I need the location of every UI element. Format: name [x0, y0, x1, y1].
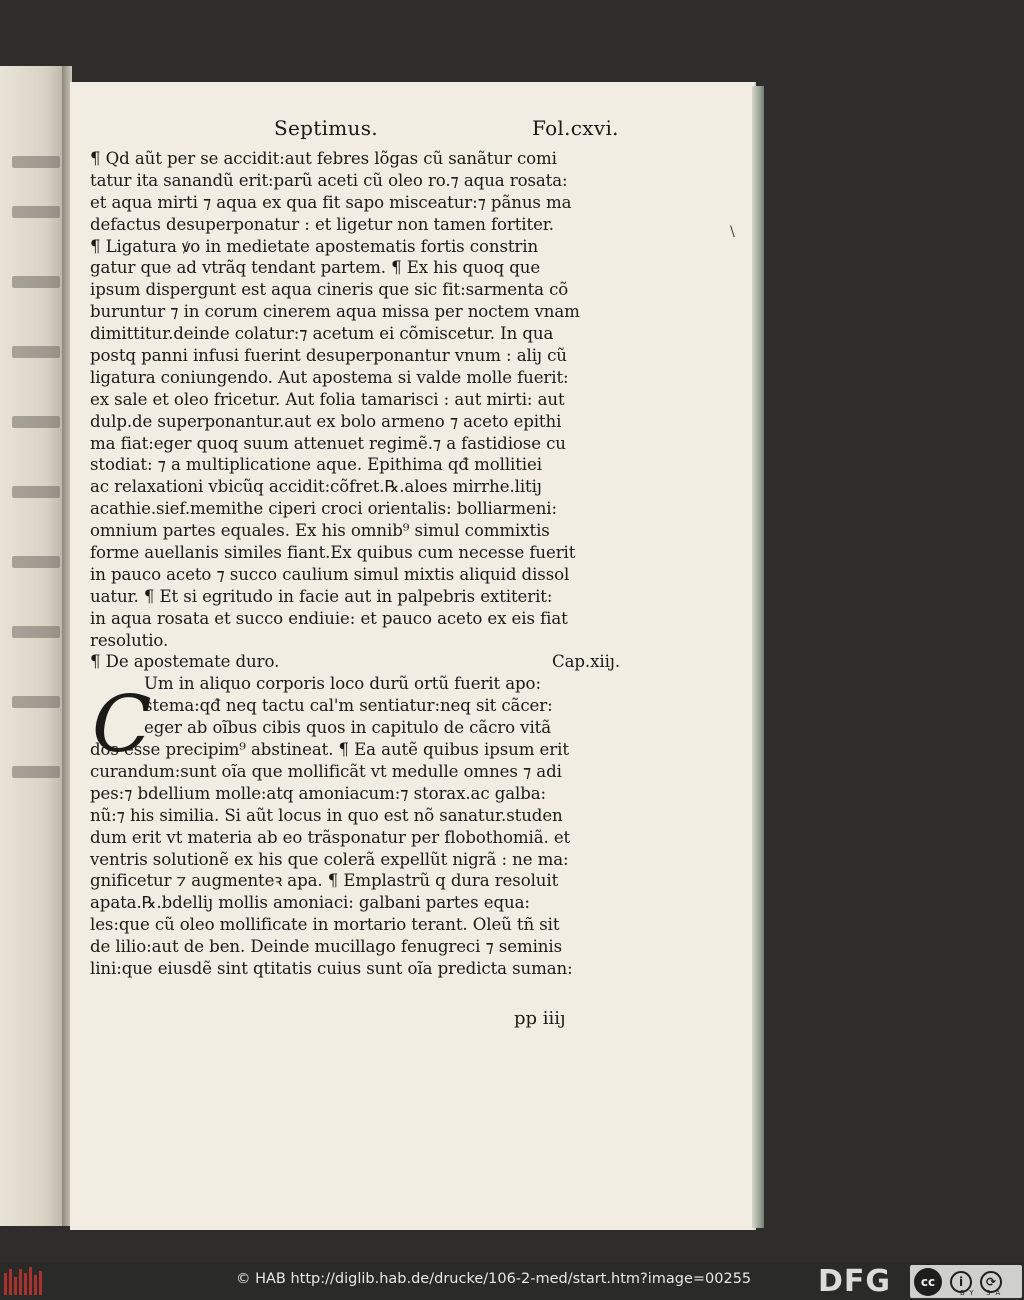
text-line: resolutio. — [90, 630, 169, 650]
logo-bar — [39, 1271, 42, 1295]
ink-bleed — [12, 276, 60, 288]
copyright-link[interactable]: © HAB http://diglib.hab.de/drucke/106-2-med/start.htm?image=00255 — [236, 1271, 752, 1287]
text-line: dum erit vt materia ab eo trãsponatur per flobothomiã. et — [90, 827, 571, 847]
ink-bleed — [12, 766, 60, 778]
text-line: lini:que eiusdẽ sint qtitatis cuius sunt oĩa predicta suman: — [90, 958, 573, 978]
footer-bar — [0, 1262, 1024, 1300]
chapter-heading — [90, 651, 620, 673]
text-line: curandum:sunt oĩa que mollificãt vt medulle omnes ⁊ adi — [90, 761, 562, 781]
ink-bleed — [12, 156, 60, 168]
text-line: postq panni infusi fuerint desuperponantur vnum : aliȷ cũ — [90, 346, 567, 366]
text-line: forme auellanis similes fiant.Ex quibus cum necesse fuerit — [90, 543, 576, 563]
text-line: ¶ Qd aũt per se accidit:aut febres lõgas cũ sanãtur comi — [90, 149, 557, 168]
logo-bar — [24, 1273, 27, 1295]
text-line: gnificetur ⁊ augmenteꝛ apa. ¶ Emplastrũ q dura resoluit — [90, 871, 559, 891]
ink-bleed — [12, 416, 60, 428]
text-line: ma fiat:eger quoq suum attenuet regimẽ.⁊ a fastidiose cu — [90, 433, 566, 453]
logo-bar — [34, 1275, 37, 1295]
logo-bar — [29, 1267, 32, 1295]
facing-page-edge — [0, 66, 66, 1226]
text-line: ¶ Ligatura ꝟo in medietate apostematis fortis constrin — [90, 236, 539, 256]
running-head: Septimus. — [274, 116, 378, 140]
folio-number: Fol.cxvi. — [532, 116, 619, 140]
text-line: Um in aliquo corporis loco durũ ortũ fuerit apo: — [144, 674, 541, 694]
ink-bleed — [12, 486, 60, 498]
signature-mark: pp iiiȷ — [514, 1008, 566, 1029]
ink-bleed — [12, 206, 60, 218]
logo-bar — [14, 1277, 17, 1295]
logo-bar — [4, 1273, 7, 1295]
text-line: in aqua rosata et succo endiuie: et pauco aceto ex eis fiat — [90, 608, 568, 628]
decorated-initial: C — [92, 680, 152, 770]
text-line: tatur ita sanandũ erit:parũ aceti cũ oleo ro.⁊ aqua rosata: — [90, 170, 568, 190]
main-text-block — [90, 148, 630, 980]
text-line: de lilio:aut de ben. Deinde mucillago fenugreci ⁊ seminis — [90, 937, 562, 957]
dfg-logo[interactable]: DFG — [818, 1264, 892, 1299]
text-line: stodiat: ⁊ a multiplicatione aque. Epithima qđ mollitiei — [90, 455, 542, 475]
hab-logo-icon[interactable] — [4, 1267, 44, 1295]
ink-bleed — [12, 626, 60, 638]
text-line: defactus desuperponatur : et ligetur non tamen fortiter. — [90, 214, 554, 234]
page-fore-edge — [752, 86, 764, 1228]
text-line: ac relaxationi vbicũq accidit:cõfret.℞.aloes mirrhe.litiȷ — [90, 477, 542, 497]
cc-labels: BY SA — [960, 1289, 1006, 1297]
sa-icon: ⟳ — [980, 1271, 1002, 1293]
text-line: dimittitur.deinde colatur:⁊ acetum ei cõmiscetur. In qua — [90, 324, 554, 344]
margin-mark: \ — [730, 224, 735, 240]
text-line: buruntur ⁊ in corum cinerem aqua missa per noctem vnam — [90, 302, 580, 322]
logo-bar — [19, 1269, 22, 1295]
text-line: stema:qđ neq tactu cal'm sentiatur:neq sit cãcer: — [144, 696, 553, 716]
text-line: acathie.sief.memithe ciperi croci orientalis: bolliarmeni: — [90, 499, 557, 519]
text-line: gatur que ad vtrãq tendant partem. ¶ Ex his quoq que — [90, 258, 541, 278]
ink-bleed — [12, 556, 60, 568]
text-line: ex sale et oleo fricetur. Aut folia tamarisci : aut mirti: aut — [90, 389, 565, 409]
text-line: dos esse precipim⁹ abstineat. ¶ Ea autẽ quibus ipsum erit — [90, 740, 569, 760]
ink-bleed — [12, 346, 60, 358]
text-line: ipsum dispergunt est aqua cineris que sic fit:sarmenta cõ — [90, 280, 569, 300]
chapter-title: ¶ De apostemate duro. — [90, 652, 280, 672]
text-line: ventris solutionẽ ex his que colerã expellũt nigrã : ne ma: — [90, 849, 569, 869]
text-line: et aqua mirti ⁊ aqua ex qua fit sapo misceatur:⁊ pãnus ma — [90, 192, 572, 212]
text-line: eger ab oĩbus cibis quos in capitulo de cãcro vitã — [144, 718, 552, 738]
by-icon: i — [950, 1271, 972, 1293]
text-line: dulp.de superponantur.aut ex bolo armeno ⁊ aceto epithi — [90, 411, 562, 431]
logo-bar — [9, 1269, 12, 1295]
text-line: omnium partes equales. Ex his omnib⁹ simul commixtis — [90, 521, 550, 541]
cc-icon: cc — [914, 1268, 942, 1296]
text-line: les:que cũ oleo mollificate in mortario terant. Oleũ tñ sit — [90, 915, 560, 935]
text-line: pes:⁊ bdellium molle:atq amoniacum:⁊ storax.ac galba: — [90, 783, 547, 803]
text-line: in pauco aceto ⁊ succo caulium simul mixtis aliquid dissol — [90, 564, 570, 584]
text-line: apata.℞.bdelliȷ mollis amoniaci: galbani partes equa: — [90, 893, 530, 913]
ink-bleed — [12, 696, 60, 708]
text-line: nũ:⁊ his similia. Si aũt locus in quo est nõ sanatur.studen — [90, 805, 563, 825]
chapter-number: Cap.xiiȷ. — [552, 652, 620, 672]
text-line: uatur. ¶ Et si egritudo in facie aut in palpebris extiterit: — [90, 586, 553, 606]
cc-license-badge[interactable] — [910, 1265, 1022, 1298]
text-line: ligatura coniungendo. Aut apostema si valde molle fuerit: — [90, 367, 569, 387]
